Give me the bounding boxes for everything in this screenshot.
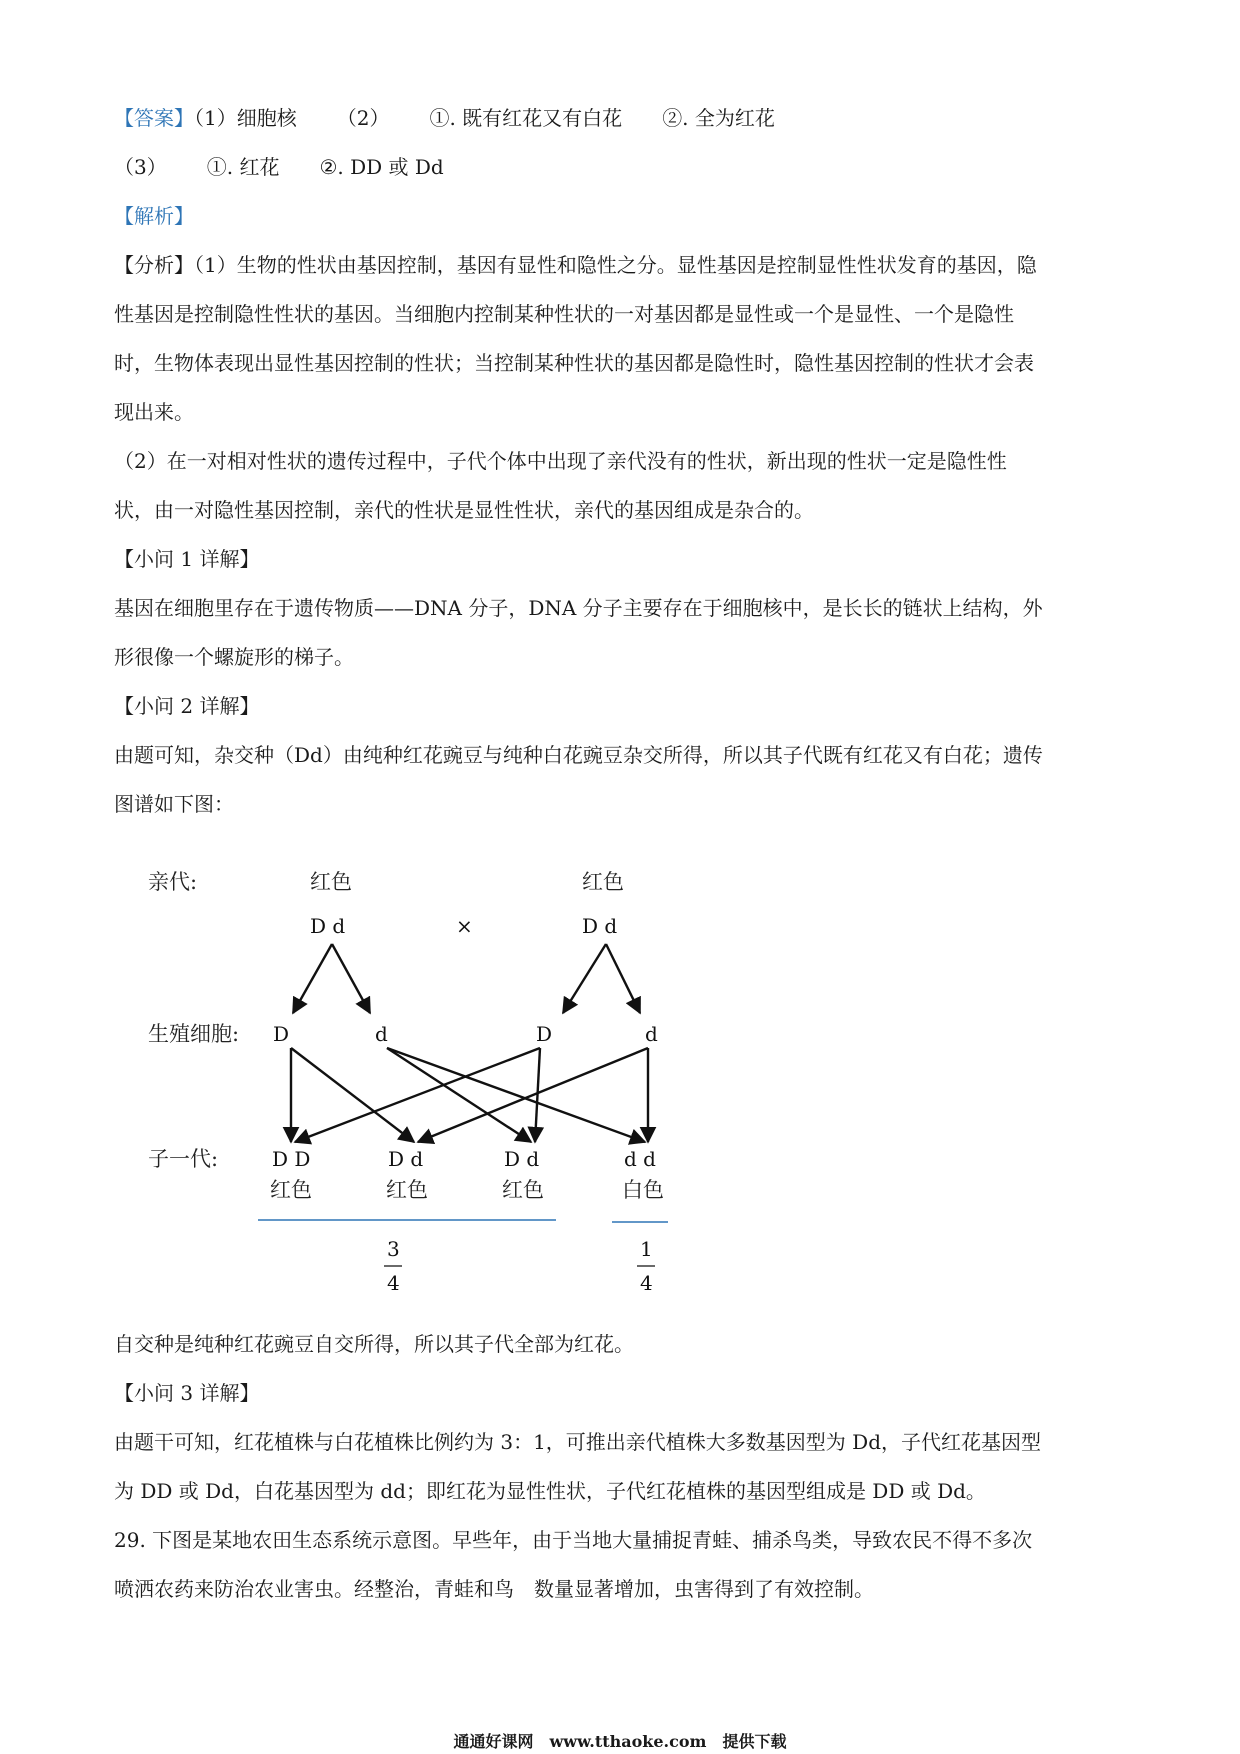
question-29-line-1: 29. 下图是某地农田生态系统示意图。早些年，由于当地大量捕捉青蛙、捕杀鸟类，导致农民不得不多次 [114, 1528, 1033, 1552]
question-29-line-2: 喷洒农药来防治农业害虫。经整治，青蛙和鸟 数量显著增加，虫害得到了有效控制。 [114, 1577, 874, 1601]
offspring-genotype-DD: D D [272, 1147, 311, 1171]
arrow-parent-left-to-d [332, 944, 370, 1013]
section-heading: 【小问 3 详解】 [114, 1381, 260, 1405]
gamete-label: 生殖细胞: [148, 1022, 240, 1046]
offspring-trait-2: 红色 [386, 1178, 428, 1202]
section-heading: 【小问 2 详解】 [114, 694, 260, 718]
parent-right-genotype: D d [582, 914, 618, 938]
arrow-left-d-to-Dd-2 [387, 1048, 531, 1142]
ratio-white-denominator: 4 [640, 1271, 653, 1295]
parent-right-trait: 红色 [582, 870, 624, 894]
offspring-trait-4: 白色 [622, 1178, 664, 1202]
arrow-right-D-to-DD [295, 1048, 540, 1142]
answer-item-1: （1）细胞核 [194, 106, 297, 130]
answer-item-3: （3） [114, 155, 167, 179]
paragraph-line: （2）在一对相对性状的遗传过程中，子代个体中出现了亲代没有的性状，新出现的性状一定是隐性性 [114, 449, 1007, 473]
gamete-left-D: D [273, 1022, 290, 1046]
paragraph-line: 状，由一对隐性基因控制，亲代的性状是显性性状，亲代的基因组成是杂合的。 [114, 498, 814, 522]
paragraph-line: 由题可知，杂交种（Dd）由纯种红花豌豆与纯种白花豌豆杂交所得，所以其子代既有红花又有白花；遗传 [114, 743, 1043, 767]
arrow-right-d-to-Dd-1 [418, 1048, 648, 1142]
answer-item-3-option-1: ①. 红花 [206, 155, 280, 179]
answer-line-1 [114, 104, 775, 132]
paragraph-line: 自交种是纯种红花豌豆自交所得，所以其子代全部为红花。 [114, 1332, 634, 1356]
arrow-parent-right-to-D [563, 944, 606, 1013]
cross-symbol: × [456, 914, 473, 938]
gamete-right-d: d [645, 1022, 658, 1046]
paragraph-line: 【分析】（1）生物的性状由基因控制，基因有显性和隐性之分。显性基因是控制显性性状发育的基因，隐 [114, 253, 1037, 277]
answer-item-2: （2） [336, 106, 390, 130]
ratio-red-denominator: 4 [387, 1271, 400, 1295]
analysis-label: 【解析】 [114, 204, 194, 228]
paragraph-line: 图谱如下图： [114, 792, 234, 816]
offspring-trait-1: 红色 [270, 1178, 312, 1202]
paragraph-line: 由题干可知，红花植株与白花植株比例约为 3：1，可推出亲代植株大多数基因型为 Dd，子代红花基因型 [114, 1430, 1042, 1454]
section-heading: 【小问 1 详解】 [114, 547, 260, 571]
answer-label: 【答案】 [114, 106, 194, 130]
paragraph-line: 时，生物体表现出显性基因控制的性状；当控制某种性状的基因都是隐性时，隐性基因控制的性状才会表 [114, 351, 1034, 375]
offspring-genotype-Dd-2: D d [504, 1147, 540, 1171]
arrow-parent-left-to-D [293, 944, 332, 1013]
parent-left-genotype: D d [310, 914, 346, 938]
parent-label: 亲代: [148, 870, 198, 894]
answer-item-2-option-2: ②. 全为红花 [662, 106, 775, 130]
paragraph-line: 形很像一个螺旋形的梯子。 [114, 645, 354, 669]
offspring-label: 子一代: [148, 1147, 219, 1171]
offspring-genotype-dd: d d [624, 1147, 656, 1171]
ratio-white-numerator: 1 [640, 1237, 653, 1261]
paragraph-line: 性基因是控制隐性性状的基因。当细胞内控制某种性状的一对基因都是显性或一个是显性、一个是隐性 [114, 302, 1014, 326]
offspring-genotype-Dd-1: D d [388, 1147, 424, 1171]
answer-item-2-option-1: ①. 既有红花又有白花 [429, 106, 623, 130]
arrow-left-d-to-dd [387, 1048, 645, 1142]
ratio-red-numerator: 3 [387, 1237, 400, 1261]
paragraph-line: 现出来。 [114, 400, 194, 424]
gamete-left-d: d [375, 1022, 388, 1046]
parent-left-trait: 红色 [310, 870, 352, 894]
paragraph-line: 基因在细胞里存在于遗传物质——DNA 分子，DNA 分子主要存在于细胞核中，是长长的链状上结构，外 [114, 596, 1043, 620]
answer-line-2 [114, 153, 444, 181]
paragraph-line: 为 DD 或 Dd，白花基因型为 dd；即红花为显性性状，子代红花植株的基因型组成是 DD 或 Dd。 [114, 1479, 986, 1503]
answer-item-3-option-2: ②. DD 或 Dd [319, 155, 444, 179]
gamete-right-D: D [536, 1022, 553, 1046]
arrow-right-D-to-Dd-2 [535, 1048, 540, 1142]
page-footer: 通通好课网 www.tthaoke.com 提供下载 [453, 1732, 787, 1751]
offspring-trait-3: 红色 [502, 1178, 544, 1202]
arrow-parent-right-to-d [606, 944, 640, 1013]
arrow-left-D-to-Dd-1 [291, 1048, 414, 1142]
